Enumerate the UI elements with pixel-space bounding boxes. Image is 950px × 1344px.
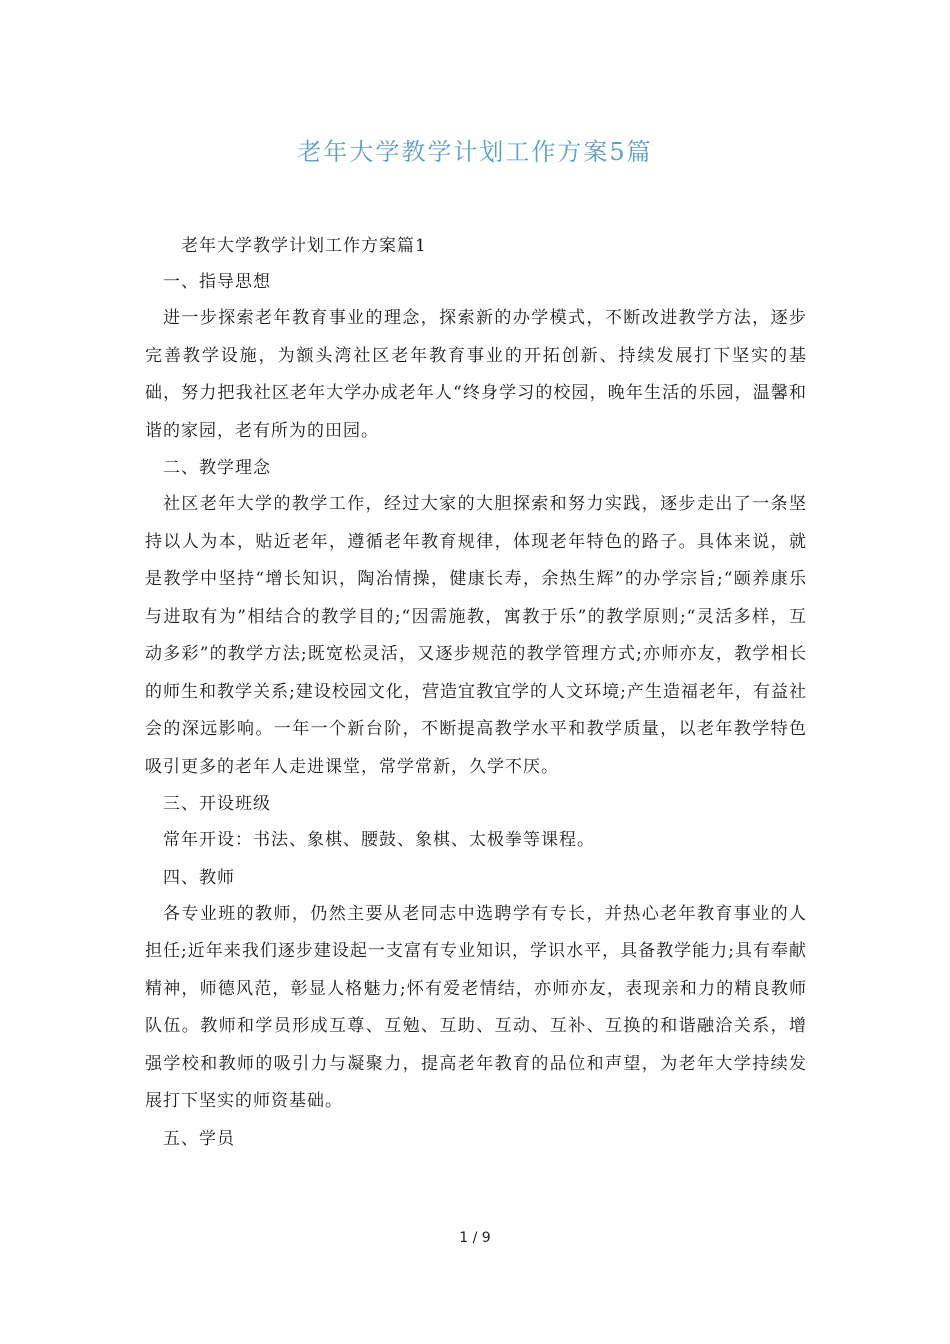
paragraph-guiding-thought: 进一步探索老年教育事业的理念，探索新的办学模式，不断改进教学方法，逐步完善教学设施，为额头湾社区老年教育事业的开拓创新、持续发展打下坚实的基础，努力把我社区老年大学办成老年人“终身学习的校园，晚年生活的乐园，温馨和谐的家园，老有所为的田园。 (145, 308, 807, 441)
heading-teaching-philosophy: 二、教学理念 (163, 458, 271, 478)
document-body (145, 228, 807, 1157)
heading-teachers: 四、教师 (163, 867, 235, 888)
page-indicator: 1 / 9 (459, 1230, 491, 1246)
section-subtitle: 老年大学教学计划工作方案篇1 (181, 236, 427, 256)
paragraph-classes: 常年开设：书法、象棋、腰鼓、象棋、太极拳等课程。 (163, 830, 595, 850)
document-title: 老年大学教学计划工作方案5篇 (297, 138, 653, 166)
paragraph-teaching-philosophy: 社区老年大学的教学工作，经过大家的大胆探索和努力实践，逐步走出了一条坚持以人为本，贴近老年，遵循老年教育规律，体现老年特色的路子。具体来说，就是教学中坚持“增长知识，陶冶情操，健康长寿，余热生辉”的办学宗旨;“颐养康乐与进取有为”相结合的教学目的;“因需施教，寓教于乐”的教学原则;“灵活多样，互动多彩”的教学方法;既宽松灵活，又逐步规范的教学管理方式;亦师亦友，教学相长的师生和教学关系;建设校园文化，营造宜教宜学的人文环境;产生造福老年，有益社会的深远影响。一年一个新台阶，不断提高教学水平和教学质量，以老年教学特色吸引更多的老年人走进课堂，常学常新，久学不厌。 (145, 494, 807, 777)
heading-students: 五、学员 (163, 1128, 235, 1149)
paragraph-teachers: 各专业班的教师，仍然主要从老同志中选聘学有专长，并热心老年教育事业的人担任;近年来我们逐步建设起一支富有专业知识，学识水平，具备教学能力;具有奉献精神，师德风范，彰显人格魅力;怀有爱老情结，亦师亦友，表现亲和力的精良教师队伍。教师和学员形成互尊、互勉、互助、互动、互补、互换的和谐融洽关系，增强学校和教师的吸引力与凝聚力，提高老年教育的品位和声望，为老年大学持续发展打下坚实的师资基础。 (145, 903, 807, 1111)
heading-classes: 三、开设班级 (163, 794, 271, 814)
heading-guiding-thought: 一、指导思想 (163, 272, 271, 292)
